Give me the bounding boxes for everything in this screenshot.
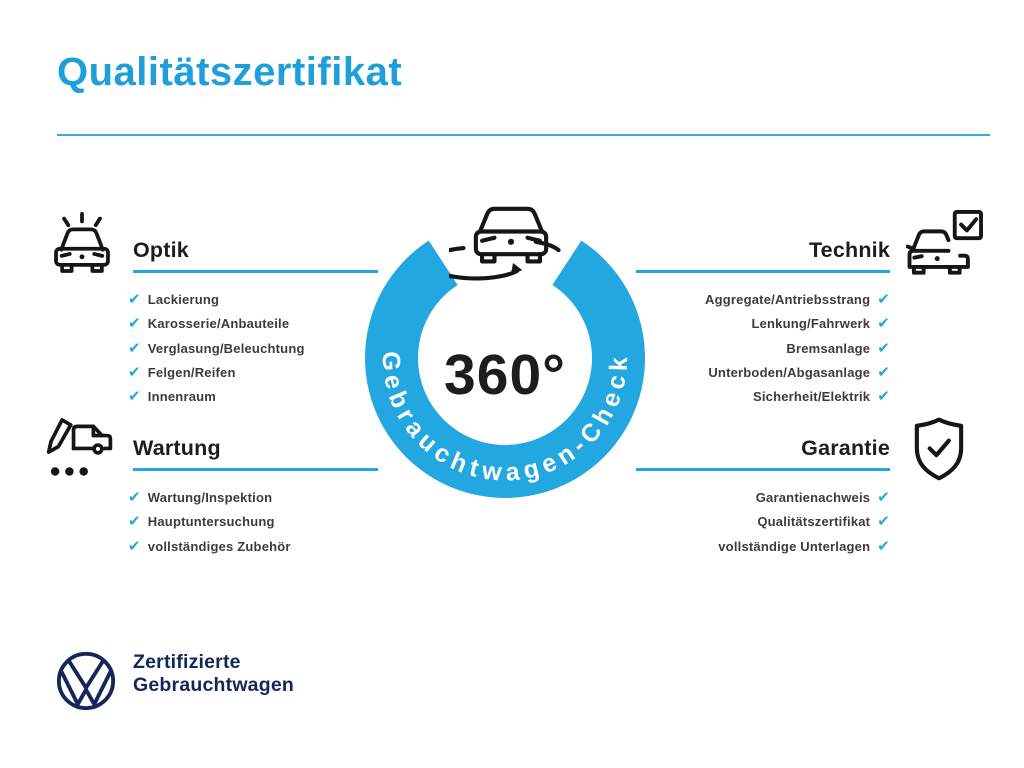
- section-heading-optik: Optik: [133, 238, 189, 262]
- car-rotation-icon: [449, 192, 573, 302]
- checklist-item-label: Qualitätszertifikat: [757, 514, 871, 530]
- checklist-item: [705, 360, 890, 384]
- section-heading-wartung: Wartung: [133, 436, 221, 460]
- degree-label: 360°: [444, 343, 566, 407]
- section-rule-garantie: [636, 468, 890, 471]
- ring-curved-label: Gebrauchtwagen-Check: [376, 350, 634, 488]
- check-icon: ✔: [128, 512, 141, 531]
- checklist-item: [718, 534, 890, 558]
- checklist-item-label: Karosserie/Anbauteile: [147, 316, 290, 332]
- checklist-item: [128, 360, 305, 384]
- section-rule-optik: [133, 270, 378, 273]
- checklist-item: [705, 336, 890, 360]
- check-icon: ✔: [877, 314, 890, 333]
- checklist-garantie: [718, 485, 890, 558]
- section-rule-technik: [636, 270, 890, 273]
- checklist-item: [128, 534, 291, 558]
- section-rule-wartung: [133, 468, 378, 471]
- check-icon: ✔: [877, 488, 890, 506]
- checklist-item-label: Bremsanlage: [786, 340, 871, 356]
- checklist-item-label: Verglasung/Beleuchtung: [147, 340, 305, 356]
- checklist-item: [705, 311, 890, 335]
- checklist-item-label: Aggregate/Antriebsstrang: [705, 292, 871, 307]
- checklist-item-label: vollständige Unterlagen: [718, 538, 871, 554]
- checklist-item-label: Garantienachweis: [755, 490, 871, 505]
- check-icon: ✔: [128, 314, 141, 333]
- checklist-item: [128, 384, 305, 408]
- checklist-item-label: Lackierung: [147, 292, 220, 307]
- check-icon: ✔: [877, 338, 890, 357]
- pencil-car-icon: [45, 413, 115, 483]
- car-checkbox-icon: [906, 209, 986, 281]
- check-icon: ✔: [128, 362, 141, 381]
- check-icon: ✔: [877, 290, 890, 308]
- checklist-item-label: Wartung/Inspektion: [147, 490, 273, 505]
- checklist-item: [128, 509, 291, 533]
- checklist-technik: [705, 287, 890, 408]
- footer-brand-line1: Zertifizierte: [133, 651, 241, 673]
- checklist-item-label: Hauptuntersuchung: [147, 514, 275, 530]
- checklist-item-label: Felgen/Reifen: [147, 364, 236, 380]
- checklist-item-label: Unterboden/Abgasanlage: [708, 364, 871, 380]
- shield-check-icon: [908, 416, 970, 484]
- check-icon: ✔: [877, 536, 890, 555]
- checklist-item-label: Sicherheit/Elektrik: [752, 389, 871, 405]
- footer-brand-line2: Gebrauchtwagen: [133, 674, 294, 696]
- checklist-item: [128, 336, 305, 360]
- checklist-wartung: [128, 485, 291, 558]
- checklist-item: [128, 287, 305, 311]
- title-divider: [57, 134, 990, 136]
- footer-brand-text: [133, 651, 294, 697]
- checklist-item-label: Innenraum: [147, 389, 217, 405]
- check-icon: ✔: [128, 387, 141, 406]
- check-icon: ✔: [128, 536, 141, 555]
- check-icon: ✔: [877, 387, 890, 406]
- check-icon: ✔: [877, 362, 890, 381]
- checklist-item: [128, 311, 305, 335]
- check-icon: ✔: [877, 512, 890, 531]
- checklist-item-label: vollständiges Zubehör: [147, 538, 291, 554]
- checklist-item: [705, 384, 890, 408]
- checklist-item: [718, 509, 890, 533]
- page-title: Qualitätszertifikat: [57, 50, 403, 94]
- checklist-item-label: Lenkung/Fahrwerk: [751, 316, 871, 332]
- vw-logo-icon: [55, 650, 117, 712]
- checklist-item: [705, 287, 890, 311]
- section-heading-technik: Technik: [808, 238, 890, 262]
- check-icon: ✔: [128, 290, 141, 308]
- check-icon: ✔: [128, 338, 141, 357]
- checklist-item: [718, 485, 890, 509]
- check-icon: ✔: [128, 488, 141, 506]
- section-heading-garantie: Garantie: [801, 436, 890, 460]
- checklist-item: [128, 485, 291, 509]
- checklist-optik: [128, 287, 305, 408]
- car-shine-icon: [48, 211, 116, 279]
